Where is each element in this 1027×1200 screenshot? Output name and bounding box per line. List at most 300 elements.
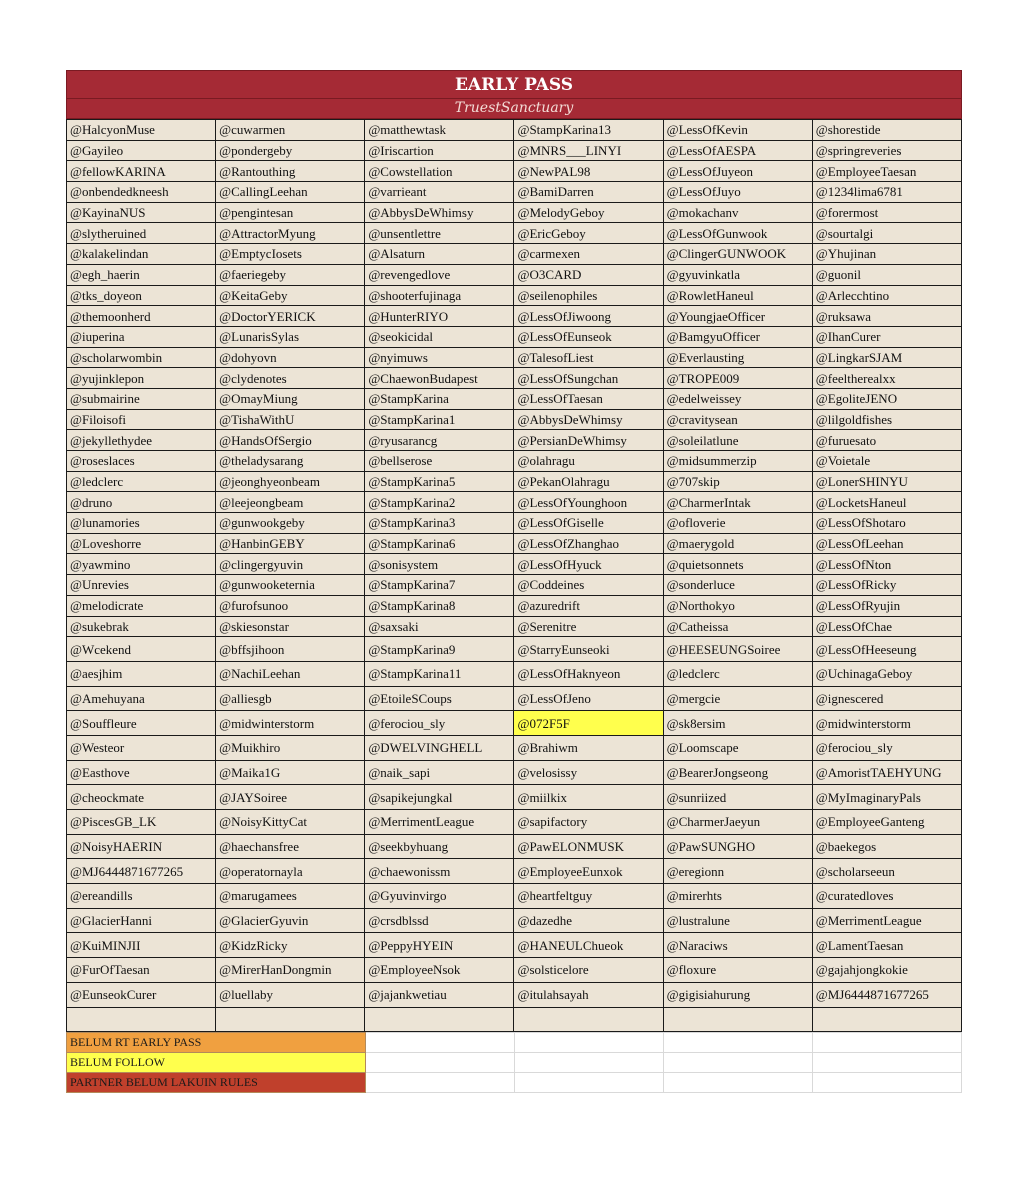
handle-cell: @LessOfZhanghao: [514, 533, 663, 554]
handle-cell: @yawmino: [67, 554, 216, 575]
handle-cell: @pengintesan: [216, 202, 365, 223]
handle-cell: @theladysarang: [216, 451, 365, 472]
handle-cell: @LonerSHINYU: [812, 471, 961, 492]
handle-cell: @AmoristTAEHYUNG: [812, 760, 961, 785]
handle-cell: @springreveries: [812, 140, 961, 161]
blank-cell: [366, 1032, 515, 1052]
legend-row: [67, 1032, 962, 1052]
handle-cell: @gunwookgeby: [216, 513, 365, 534]
table-row: [67, 533, 962, 554]
handle-cell: @mirerhts: [663, 884, 812, 909]
handle-cell: @bellserose: [365, 451, 514, 472]
handle-cell: @AbbysDeWhimsy: [514, 409, 663, 430]
handle-cell: @azuredrift: [514, 595, 663, 616]
handle-cell: @sunriized: [663, 785, 812, 810]
handle-cell: @KayinaNUS: [67, 202, 216, 223]
handle-cell: @LunarisSylas: [216, 326, 365, 347]
handle-cell: @FurOfTaesan: [67, 958, 216, 983]
table-row: [67, 711, 962, 736]
handle-cell: @skiesonstar: [216, 616, 365, 637]
handle-cell: @Catheissa: [663, 616, 812, 637]
legend-row: [67, 1072, 962, 1092]
handle-cell: @gajahjongkokie: [812, 958, 961, 983]
handle-cell: @Loveshorre: [67, 533, 216, 554]
handle-cell: @LessOfJuyeon: [663, 161, 812, 182]
handle-cell: @LessOfRyujin: [812, 595, 961, 616]
handle-cell: @seilenophiles: [514, 285, 663, 306]
table-row: [67, 492, 962, 513]
handle-cell: @carmexen: [514, 244, 663, 265]
handle-cell: @CallingLeehan: [216, 182, 365, 203]
handle-cell: @LocketsHaneul: [812, 492, 961, 513]
table-row: [67, 285, 962, 306]
handle-cell: @OmayMiung: [216, 388, 365, 409]
handle-cell: @baekegos: [812, 834, 961, 859]
handle-cell: @cuwarmen: [216, 120, 365, 141]
handle-cell: @HandsOfSergio: [216, 430, 365, 451]
handle-cell: @cravitysean: [663, 409, 812, 430]
table-row: [67, 368, 962, 389]
handle-cell: @fellowKARINA: [67, 161, 216, 182]
handle-cell: @NachiLeehan: [216, 661, 365, 686]
handle-cell: @submairine: [67, 388, 216, 409]
legend-not-follow: BELUM FOLLOW: [67, 1052, 366, 1072]
handle-cell: @jekyllethydee: [67, 430, 216, 451]
handle-cell: @sapifactory: [514, 810, 663, 835]
handle-cell: @alliesgb: [216, 686, 365, 711]
handle-cell: @KidzRicky: [216, 933, 365, 958]
handle-cell: @sukebrak: [67, 616, 216, 637]
table-row: [67, 859, 962, 884]
handle-cell: @varrieant: [365, 182, 514, 203]
handle-cell: @LessOfSungchan: [514, 368, 663, 389]
handle-cell: @ruksawa: [812, 306, 961, 327]
handle-cell: @clydenotes: [216, 368, 365, 389]
handle-cell: @DoctorYERICK: [216, 306, 365, 327]
blank-cell: [515, 1032, 664, 1052]
handle-cell: @MJ6444871677265: [67, 859, 216, 884]
handle-cell: @072F5F: [514, 711, 663, 736]
handle-cell: @scholarwombin: [67, 347, 216, 368]
handle-cell: @Gyuvinvirgo: [365, 884, 514, 909]
handle-cell: @Northokyo: [663, 595, 812, 616]
handle-cell: @MerrimentLeague: [812, 908, 961, 933]
handle-cell: @sonderluce: [663, 575, 812, 596]
table-row: [67, 223, 962, 244]
table-row: [67, 686, 962, 711]
handle-cell: @Naraciws: [663, 933, 812, 958]
handle-cell: @NewPAL98: [514, 161, 663, 182]
handle-cell: @MelodyGeboy: [514, 202, 663, 223]
handle-cell: @ledclerc: [663, 661, 812, 686]
handle-cell: @Coddeines: [514, 575, 663, 596]
handle-cell: @NoisyKittyCat: [216, 810, 365, 835]
handle-cell: @LessOfLeehan: [812, 533, 961, 554]
handle-cell: @Rantouthing: [216, 161, 365, 182]
handle-cell: @HEESEUNGSoiree: [663, 637, 812, 662]
handle-cell: @furuesato: [812, 430, 961, 451]
handle-cell: @lilgoldfishes: [812, 409, 961, 430]
handle-cell: @KuiMINJII: [67, 933, 216, 958]
handle-cell: @Serenitre: [514, 616, 663, 637]
handle-cell: @themoonherd: [67, 306, 216, 327]
handle-cell: @StampKarina2: [365, 492, 514, 513]
handle-cell: @StampKarina7: [365, 575, 514, 596]
handle-cell: @MerrimentLeague: [365, 810, 514, 835]
handle-cell: @Cowstellation: [365, 161, 514, 182]
table-row: [67, 554, 962, 575]
handle-cell: @Yhujinan: [812, 244, 961, 265]
empty-cell: [216, 1007, 365, 1031]
table-row: [67, 661, 962, 686]
handle-cell: @Unrevies: [67, 575, 216, 596]
handle-cell: @lustralune: [663, 908, 812, 933]
handle-cell: @LingkarSJAM: [812, 347, 961, 368]
handle-cell: @LessOfHyuck: [514, 554, 663, 575]
handle-cell: @EmptycIosets: [216, 244, 365, 265]
handle-cell: @MJ6444871677265: [812, 982, 961, 1007]
table-row: [67, 785, 962, 810]
handle-cell: @EmployeeNsok: [365, 958, 514, 983]
table-row: [67, 958, 962, 983]
table-row: [67, 982, 962, 1007]
table-row: [67, 388, 962, 409]
empty-cell: [812, 1007, 961, 1031]
handle-cell: @furofsunoo: [216, 595, 365, 616]
handle-cell: @quietsonnets: [663, 554, 812, 575]
handle-cell: @StampKarina1: [365, 409, 514, 430]
handle-cell: @PawSUNGHO: [663, 834, 812, 859]
table-row: [67, 471, 962, 492]
handle-cell: @gigisiahurung: [663, 982, 812, 1007]
handle-cell: @StarryEunseoki: [514, 637, 663, 662]
handle-cell: @StampKarina6: [365, 533, 514, 554]
handle-cell: @roseslaces: [67, 451, 216, 472]
handle-cell: @StampKarina5: [365, 471, 514, 492]
handle-cell: @LessOfJuyo: [663, 182, 812, 203]
handle-cell: @LessOfEunseok: [514, 326, 663, 347]
handle-cell: @unsentlettre: [365, 223, 514, 244]
handle-cell: @EtoileSCoups: [365, 686, 514, 711]
handle-cell: @itulahsayah: [514, 982, 663, 1007]
handle-cell: @EmployeeGanteng: [812, 810, 961, 835]
handle-cell: @Loomscape: [663, 735, 812, 760]
table-row: [67, 810, 962, 835]
empty-cell: [663, 1007, 812, 1031]
handle-cell: @velosissy: [514, 760, 663, 785]
handle-cell: @PeppyHYEIN: [365, 933, 514, 958]
handle-cell: @LessOfAESPA: [663, 140, 812, 161]
blank-cell: [664, 1052, 813, 1072]
handle-cell: @sk8ersim: [663, 711, 812, 736]
handle-cell: @UchinagaGeboy: [812, 661, 961, 686]
handle-cell: @clingergyuvin: [216, 554, 365, 575]
handle-cell: @StampKarina13: [514, 120, 663, 141]
handle-cell: @LessOfTaesan: [514, 388, 663, 409]
table-row: [67, 264, 962, 285]
handle-cell: @eregionn: [663, 859, 812, 884]
table-row: [67, 575, 962, 596]
handle-cell: @BearerJongseong: [663, 760, 812, 785]
handle-cell: @LessOfRicky: [812, 575, 961, 596]
handle-cell: @Filoisofi: [67, 409, 216, 430]
handle-cell: @TROPE009: [663, 368, 812, 389]
handle-cell: @IhanCurer: [812, 326, 961, 347]
handle-cell: @StampKarina11: [365, 661, 514, 686]
handle-cell: @druno: [67, 492, 216, 513]
handle-cell: @revengedlove: [365, 264, 514, 285]
handle-cell: @GlacierGyuvin: [216, 908, 365, 933]
handle-cell: @yujinklepon: [67, 368, 216, 389]
blank-cell: [366, 1052, 515, 1072]
handle-cell: @heartfeltguy: [514, 884, 663, 909]
handle-cell: @ferociou_sly: [365, 711, 514, 736]
handle-cell: @Gayileo: [67, 140, 216, 161]
handle-cell: @melodicrate: [67, 595, 216, 616]
table-row: [67, 884, 962, 909]
table-row: [67, 140, 962, 161]
handle-cell: @ClingerGUNWOOK: [663, 244, 812, 265]
handles-table: [66, 119, 962, 1032]
handle-cell: @EunseokCurer: [67, 982, 216, 1007]
table-row: [67, 326, 962, 347]
handle-cell: @AttractorMyung: [216, 223, 365, 244]
handle-cell: @RowletHaneul: [663, 285, 812, 306]
blank-cell: [366, 1072, 515, 1092]
handle-cell: @StampKarina: [365, 388, 514, 409]
table-row: [67, 834, 962, 859]
early-pass-sheet: [66, 70, 962, 1093]
handle-cell: @forermost: [812, 202, 961, 223]
handle-cell: @midwinterstorm: [216, 711, 365, 736]
handle-cell: @luellaby: [216, 982, 365, 1007]
handle-cell: @YoungjaeOfficer: [663, 306, 812, 327]
table-row: [67, 451, 962, 472]
handle-cell: @EgoliteJENO: [812, 388, 961, 409]
table-row: [67, 161, 962, 182]
handle-cell: @feeltherealxx: [812, 368, 961, 389]
handle-cell: @maerygold: [663, 533, 812, 554]
table-row: [67, 182, 962, 203]
blank-cell: [813, 1072, 962, 1092]
blank-cell: [515, 1052, 664, 1072]
handle-cell: @GlacierHanni: [67, 908, 216, 933]
table-row: [67, 637, 962, 662]
handle-cell: @guonil: [812, 264, 961, 285]
handle-cell: @ereandills: [67, 884, 216, 909]
handle-cell: @gyuvinkatla: [663, 264, 812, 285]
handle-cell: @TishaWithU: [216, 409, 365, 430]
table-row: [67, 735, 962, 760]
handle-cell: @egh_haerin: [67, 264, 216, 285]
handle-cell: @BamgyuOfficer: [663, 326, 812, 347]
handle-cell: @LamentTaesan: [812, 933, 961, 958]
handle-cell: @leejeongbeam: [216, 492, 365, 513]
legend-not-rt: BELUM RT EARLY PASS: [67, 1032, 366, 1052]
handle-cell: @Alsaturn: [365, 244, 514, 265]
handle-cell: @O3CARD: [514, 264, 663, 285]
handle-cell: @cheockmate: [67, 785, 216, 810]
handle-cell: @miilkix: [514, 785, 663, 810]
table-row: [67, 933, 962, 958]
handle-cell: @tks_doyeon: [67, 285, 216, 306]
handle-cell: @KeitaGeby: [216, 285, 365, 306]
empty-row: [67, 1007, 962, 1031]
handle-cell: @TalesofLiest: [514, 347, 663, 368]
handle-cell: @operatornayla: [216, 859, 365, 884]
empty-cell: [365, 1007, 514, 1031]
handle-cell: @sapikejungkal: [365, 785, 514, 810]
handle-cell: @LessOfNton: [812, 554, 961, 575]
handle-cell: @PiscesGB_LK: [67, 810, 216, 835]
handle-cell: @HunterRIYO: [365, 306, 514, 327]
handle-cell: @LessOfJiwoong: [514, 306, 663, 327]
handle-cell: @matthewtask: [365, 120, 514, 141]
handle-cell: @StampKarina9: [365, 637, 514, 662]
table-row: [67, 616, 962, 637]
handle-cell: @mokachanv: [663, 202, 812, 223]
blank-cell: [813, 1052, 962, 1072]
handle-cell: @Brahiwm: [514, 735, 663, 760]
handle-cell: @sourtalgi: [812, 223, 961, 244]
handle-cell: @StampKarina8: [365, 595, 514, 616]
handle-cell: @crsdblssd: [365, 908, 514, 933]
table-row: [67, 306, 962, 327]
legend-partner-rules: PARTNER BELUM LAKUIN RULES: [67, 1072, 366, 1092]
handle-cell: @JAYSoiree: [216, 785, 365, 810]
handle-cell: @ryusarancg: [365, 430, 514, 451]
handle-cell: @ChaewonBudapest: [365, 368, 514, 389]
handle-cell: @AbbysDeWhimsy: [365, 202, 514, 223]
handle-cell: @EmployeeEunxok: [514, 859, 663, 884]
handle-cell: @lunamories: [67, 513, 216, 534]
handle-cell: @Westeor: [67, 735, 216, 760]
table-row: [67, 409, 962, 430]
blank-cell: [515, 1072, 664, 1092]
handle-cell: @PersianDeWhimsy: [514, 430, 663, 451]
handle-cell: @LessOfHaknyeon: [514, 661, 663, 686]
blank-cell: [664, 1032, 813, 1052]
handle-cell: @seekbyhuang: [365, 834, 514, 859]
table-row: [67, 120, 962, 141]
handle-cell: @marugamees: [216, 884, 365, 909]
empty-cell: [67, 1007, 216, 1031]
handle-cell: @sonisystem: [365, 554, 514, 575]
legend-table: [66, 1032, 962, 1093]
handle-cell: @HANEULChueok: [514, 933, 663, 958]
handle-cell: @haechansfree: [216, 834, 365, 859]
handle-cell: @bffsjihoon: [216, 637, 365, 662]
blank-cell: [664, 1072, 813, 1092]
handle-cell: @MirerHanDongmin: [216, 958, 365, 983]
handle-cell: @LessOfShotaro: [812, 513, 961, 534]
sheet-title: EARLY PASS: [66, 70, 962, 99]
handle-cell: @ignescered: [812, 686, 961, 711]
handle-cell: @DWELVINGHELL: [365, 735, 514, 760]
handle-cell: @LessOfGiselle: [514, 513, 663, 534]
table-row: [67, 760, 962, 785]
table-row: [67, 513, 962, 534]
handle-cell: @StampKarina3: [365, 513, 514, 534]
table-row: [67, 202, 962, 223]
handle-cell: @HanbinGEBY: [216, 533, 365, 554]
handle-cell: @shooterfujinaga: [365, 285, 514, 306]
handle-cell: @BamiDarren: [514, 182, 663, 203]
handle-cell: @MNRS___LINYI: [514, 140, 663, 161]
handle-cell: @jajankwetiau: [365, 982, 514, 1007]
handle-cell: @naik_sapi: [365, 760, 514, 785]
handle-cell: @floxure: [663, 958, 812, 983]
handle-cell: @chaewonissm: [365, 859, 514, 884]
handle-cell: @saxsaki: [365, 616, 514, 637]
handle-cell: @LessOfKevin: [663, 120, 812, 141]
handle-cell: @CharmerIntak: [663, 492, 812, 513]
handle-cell: @dohyovn: [216, 347, 365, 368]
handle-cell: @slytheruined: [67, 223, 216, 244]
handle-cell: @mergcie: [663, 686, 812, 711]
handle-cell: @shorestide: [812, 120, 961, 141]
handle-cell: @LessOfJeno: [514, 686, 663, 711]
handle-cell: @aesjhim: [67, 661, 216, 686]
handle-cell: @707skip: [663, 471, 812, 492]
table-row: [67, 244, 962, 265]
handle-cell: @EmployeeTaesan: [812, 161, 961, 182]
handle-cell: @Maika1G: [216, 760, 365, 785]
handle-cell: @Easthove: [67, 760, 216, 785]
handle-cell: @PawELONMUSK: [514, 834, 663, 859]
handle-cell: @kalakelindan: [67, 244, 216, 265]
handle-cell: @LessOfHeeseung: [812, 637, 961, 662]
blank-cell: [813, 1032, 962, 1052]
handle-cell: @edelweissey: [663, 388, 812, 409]
handle-cell: @seokicidal: [365, 326, 514, 347]
handle-cell: @dazedhe: [514, 908, 663, 933]
handle-cell: @MyImaginaryPals: [812, 785, 961, 810]
handle-cell: @EricGeboy: [514, 223, 663, 244]
handle-cell: @Amehuyana: [67, 686, 216, 711]
handle-cell: @jeonghyeonbeam: [216, 471, 365, 492]
handle-cell: @Iriscartion: [365, 140, 514, 161]
handle-cell: @NoisyHAERIN: [67, 834, 216, 859]
handle-cell: @midwinterstorm: [812, 711, 961, 736]
handle-cell: @Souffleure: [67, 711, 216, 736]
handle-cell: @solsticelore: [514, 958, 663, 983]
handle-cell: @faeriegeby: [216, 264, 365, 285]
handle-cell: @1234lima6781: [812, 182, 961, 203]
table-row: [67, 908, 962, 933]
handle-cell: @soleilatlune: [663, 430, 812, 451]
handle-cell: @curatedloves: [812, 884, 961, 909]
handle-cell: @CharmerJaeyun: [663, 810, 812, 835]
handle-cell: @nyimuws: [365, 347, 514, 368]
handle-cell: @Wcekend: [67, 637, 216, 662]
handle-cell: @Everlausting: [663, 347, 812, 368]
legend-row: [67, 1052, 962, 1072]
handle-cell: @HalcyonMuse: [67, 120, 216, 141]
handle-cell: @LessOfChae: [812, 616, 961, 637]
handle-cell: @LessOfGunwook: [663, 223, 812, 244]
handle-cell: @scholarseeun: [812, 859, 961, 884]
handle-cell: @Arlecchtino: [812, 285, 961, 306]
handle-cell: @Muikhiro: [216, 735, 365, 760]
handle-cell: @iuperina: [67, 326, 216, 347]
handle-cell: @gunwooketernia: [216, 575, 365, 596]
table-row: [67, 430, 962, 451]
handle-cell: @pondergeby: [216, 140, 365, 161]
handle-cell: @Voietale: [812, 451, 961, 472]
handle-cell: @ledclerc: [67, 471, 216, 492]
empty-cell: [514, 1007, 663, 1031]
